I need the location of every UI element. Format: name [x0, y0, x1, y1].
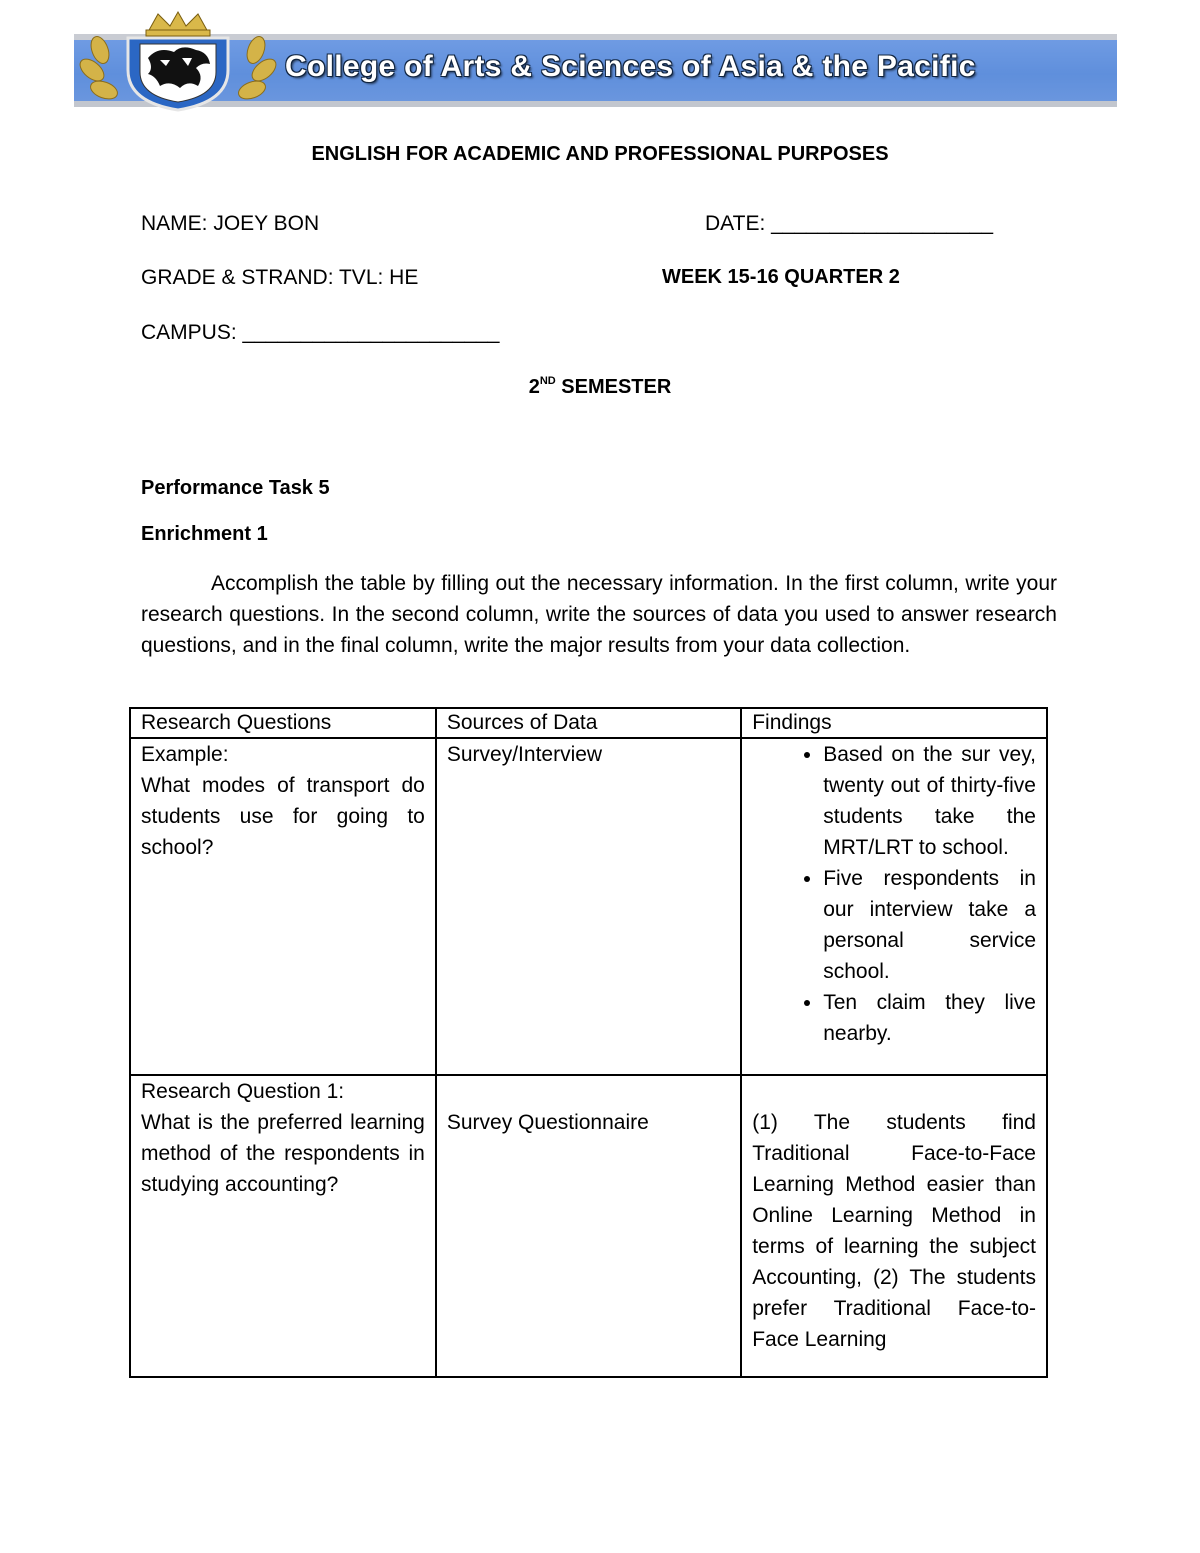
enrichment-title: Enrichment 1	[141, 523, 268, 545]
semester-heading	[0, 375, 1200, 399]
example-source-cell	[436, 738, 741, 1075]
example-source: Survey/Interview	[446, 743, 603, 766]
question-1-findings-cell	[741, 1075, 1047, 1377]
table-header-row	[130, 708, 1047, 738]
task-title: Performance Task 5	[141, 477, 330, 499]
example-label: Example:	[141, 743, 229, 766]
campus-field: CAMPUS: ______________________	[141, 321, 500, 344]
list-item: • Ten claim they live nearby.	[823, 987, 1036, 1049]
question-1-text: What is the preferred learning method of the respondents in studying accounting?	[141, 1111, 425, 1196]
date-field: DATE: ___________________	[705, 212, 994, 235]
question-1-source: Survey Questionnaire	[446, 1111, 649, 1134]
instructions-paragraph	[141, 568, 1057, 661]
research-table	[129, 707, 1048, 1378]
semester-label: SEMESTER	[561, 376, 672, 398]
table-row-question-1	[130, 1075, 1047, 1377]
instructions-text: Accomplish the table by filling out the necessary information. In the first column, write your research questions. In the second column, write the sources of data you used to answer research questions, and in the final column, write the major results from your data collection.	[141, 572, 1057, 657]
semester-number: 2	[528, 376, 540, 398]
question-1-findings: (1) The students find Traditional Face-to-Face Learning Method easier than Online Learning Method in terms of learning the subject Accounting, (2) The students prefer Traditional Face-to-Face Learning	[752, 1111, 1036, 1351]
semester-suffix: ND	[539, 375, 556, 387]
question-1-source-cell	[436, 1075, 741, 1377]
name-field: NAME: JOEY BON	[141, 212, 320, 235]
header-findings: Findings	[741, 708, 1047, 738]
example-findings-cell	[741, 738, 1047, 1075]
example-question-cell	[130, 738, 436, 1075]
list-item: • Based on the sur vey, twenty out of thirty-five students take the MRT/LRT to school.	[823, 739, 1036, 863]
course-title: ENGLISH FOR ACADEMIC AND PROFESSIONAL PURPOSES	[311, 143, 889, 165]
table-row-example	[130, 738, 1047, 1075]
week-quarter-label: WEEK 15-16 QUARTER 2	[662, 266, 900, 288]
header-research-questions: Research Questions	[130, 708, 436, 738]
question-1-label: Research Question 1:	[141, 1080, 345, 1103]
example-findings-list	[752, 739, 1036, 1049]
college-crest-logo	[78, 10, 278, 114]
grade-strand-field: GRADE & STRAND: TVL: HE	[141, 266, 419, 289]
header-sources-of-data: Sources of Data	[436, 708, 741, 738]
list-item: • Five respondents in our interview take a personal service school.	[823, 863, 1036, 987]
question-1-cell	[130, 1075, 436, 1377]
example-question: What modes of transport do students use for going to school?	[141, 774, 425, 859]
institution-name: College of Arts & Sciences of Asia & the Pacific	[285, 50, 976, 83]
